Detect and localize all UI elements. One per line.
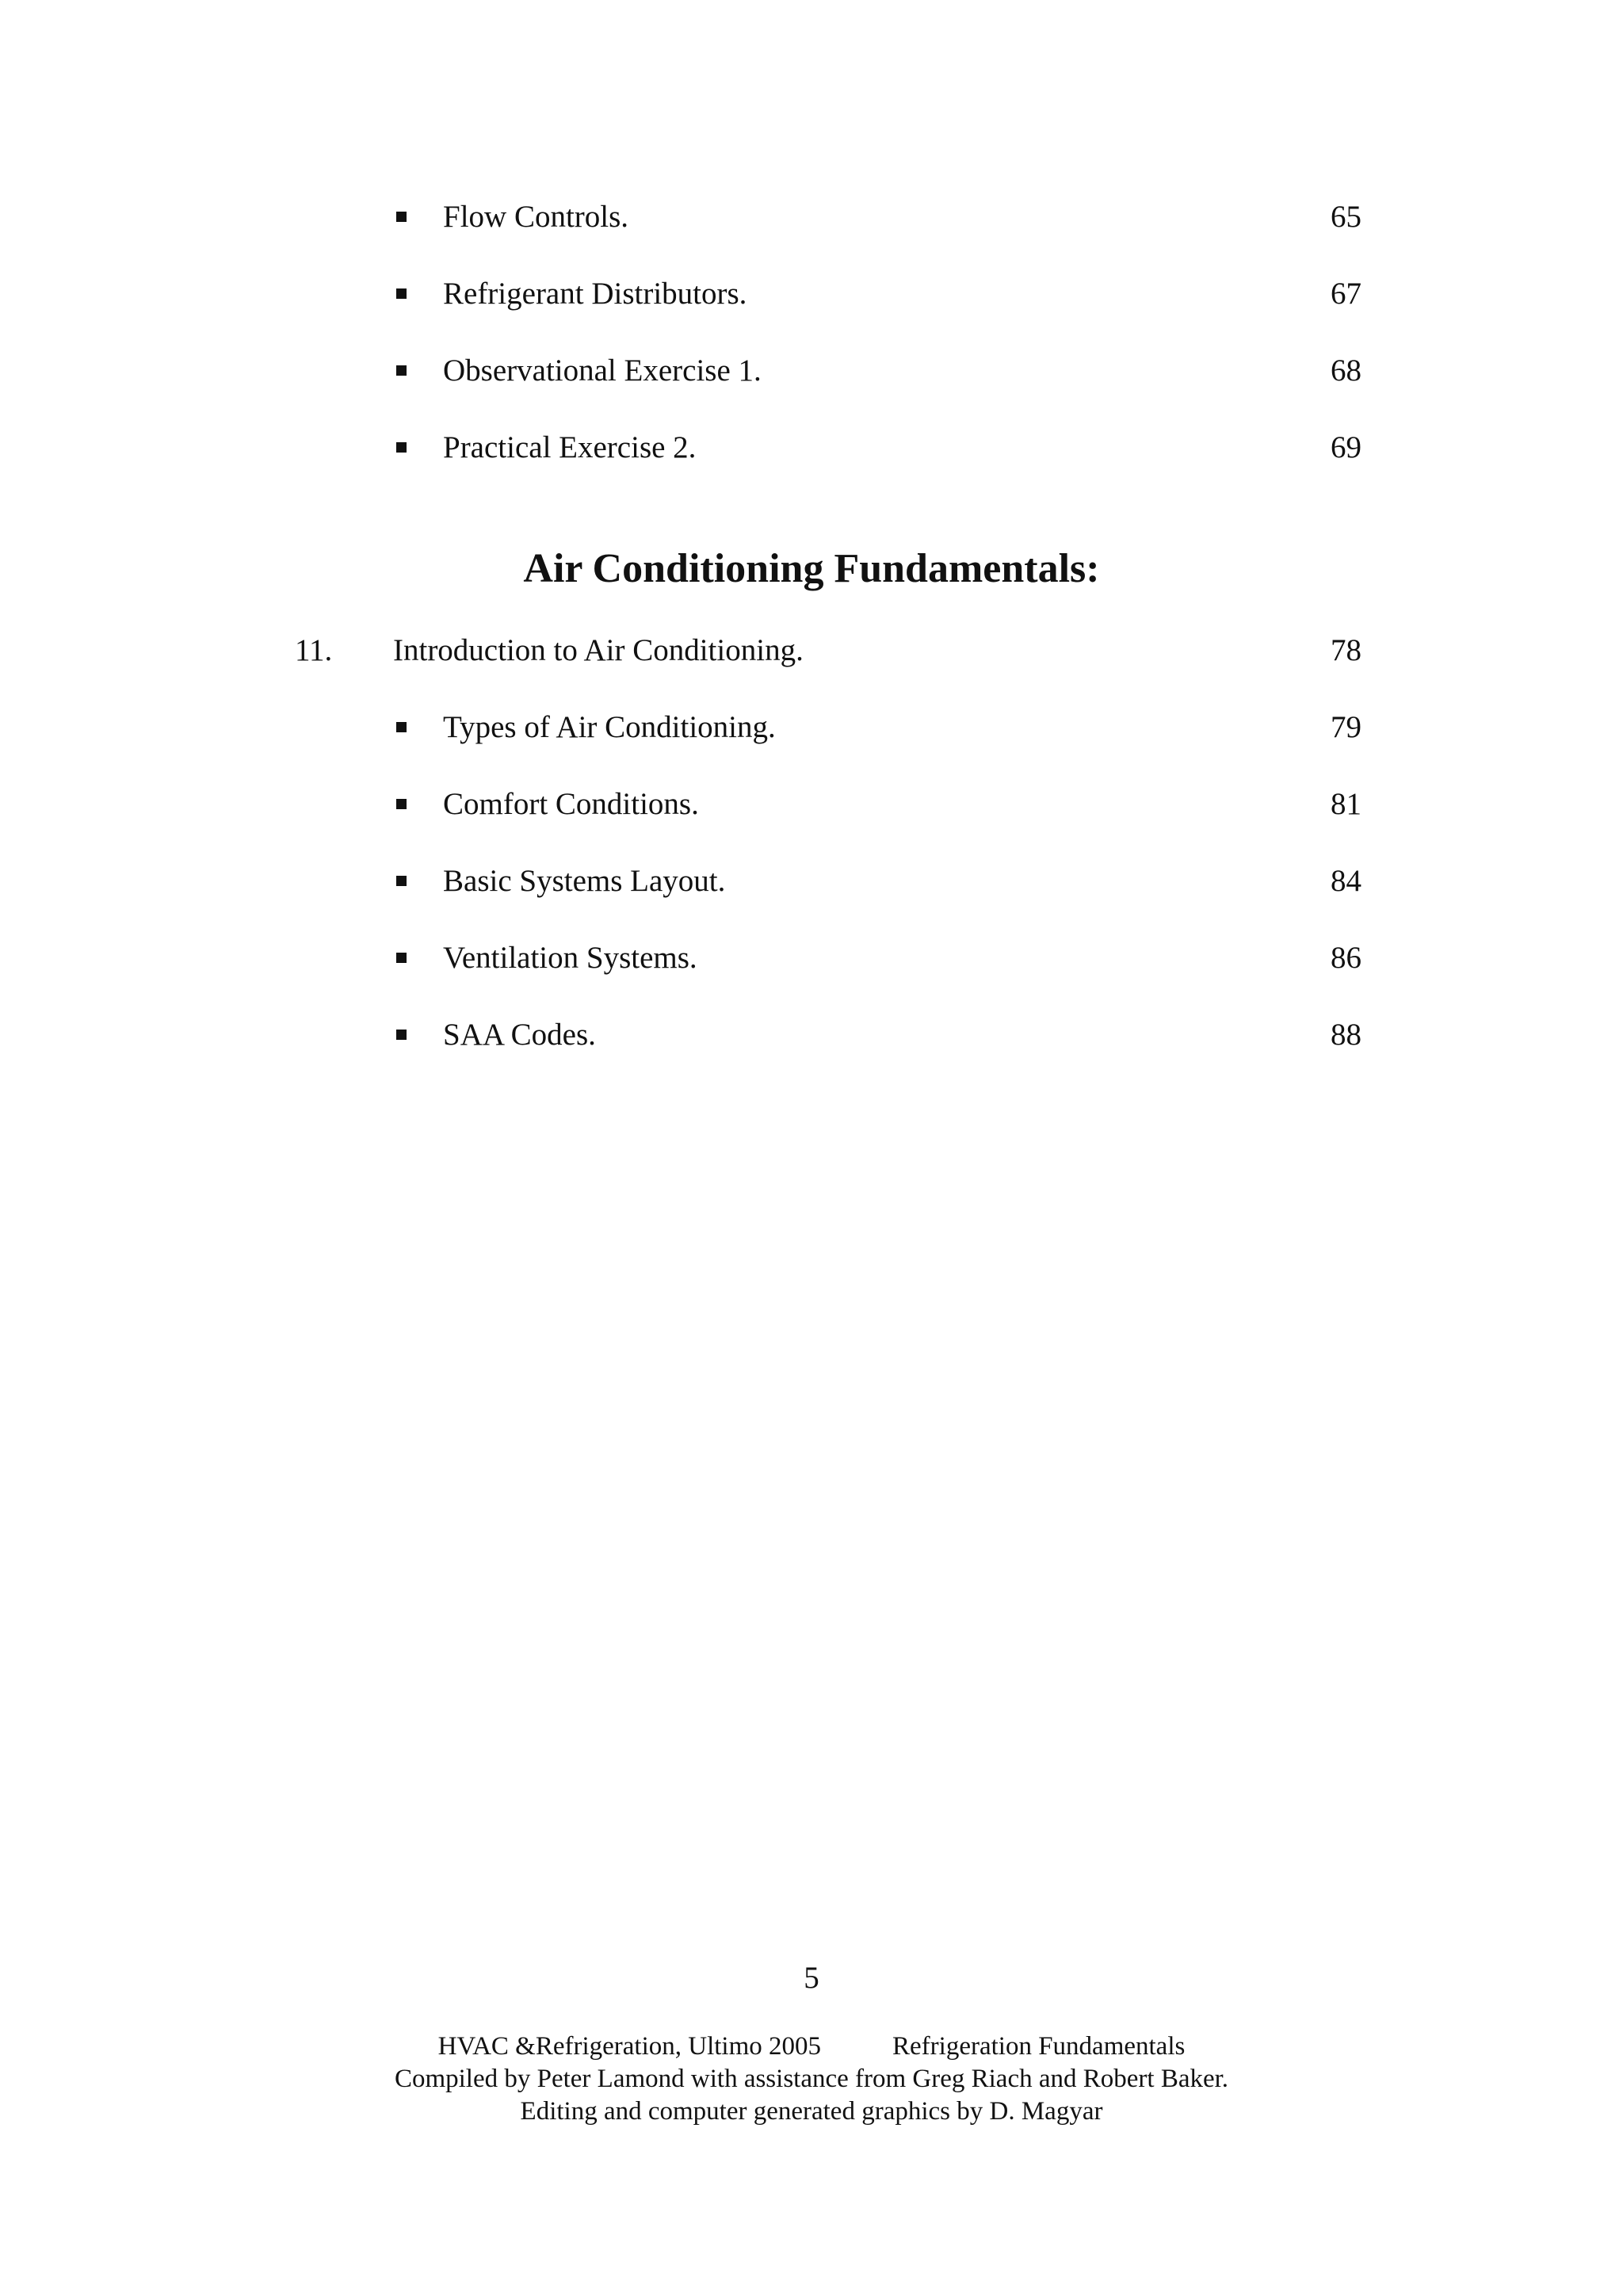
toc-entry-page: 84 <box>1331 864 1361 898</box>
toc-entry-page: 67 <box>1331 277 1361 311</box>
footer-line-1 <box>0 2030 1623 2063</box>
toc-entry-label: Observational Exercise 1. <box>443 353 762 388</box>
toc-entry <box>0 193 1623 241</box>
toc-entry-page: 79 <box>1331 710 1361 744</box>
toc-entry <box>0 704 1623 751</box>
footer-editing: Editing and computer generated graphics by D. Magyar <box>520 2097 1103 2126</box>
toc-entry <box>0 270 1623 318</box>
section-heading: Air Conditioning Fundamentals: <box>523 546 1100 591</box>
toc-entry-label: Basic Systems Layout. <box>443 864 726 898</box>
toc-entry-label: Comfort Conditions. <box>443 787 699 821</box>
chapter-number: 11. <box>295 633 333 667</box>
chapter-label: Introduction to Air Conditioning. <box>393 633 804 667</box>
square-bullet-icon <box>396 799 407 809</box>
toc-entry <box>0 1011 1623 1059</box>
square-bullet-icon <box>396 288 407 299</box>
footer-course: HVAC &Refrigeration, Ultimo 2005 <box>437 2032 822 2061</box>
toc-entry-page: 65 <box>1331 200 1361 234</box>
toc-entry-label: Types of Air Conditioning. <box>443 710 776 744</box>
toc-chapter-entry <box>0 627 1623 674</box>
toc-entry <box>0 424 1623 472</box>
toc-entry <box>0 858 1623 905</box>
footer-module: Refrigeration Fundamentals <box>892 2032 1186 2061</box>
toc-entry-page: 68 <box>1331 353 1361 388</box>
page-number: 5 <box>804 1961 819 1995</box>
toc-entry-page: 81 <box>1331 787 1361 821</box>
square-bullet-icon <box>396 365 407 376</box>
square-bullet-icon <box>396 442 407 453</box>
square-bullet-icon <box>396 722 407 732</box>
toc-entry <box>0 781 1623 828</box>
toc-entry-page: 69 <box>1331 430 1361 464</box>
toc-entry <box>0 934 1623 982</box>
toc-entry-page: 86 <box>1331 941 1361 975</box>
square-bullet-icon <box>396 1030 407 1040</box>
square-bullet-icon <box>396 953 407 963</box>
square-bullet-icon <box>396 212 407 222</box>
toc-entry-label: Practical Exercise 2. <box>443 430 697 464</box>
toc-entry <box>0 347 1623 395</box>
chapter-page: 78 <box>1331 633 1361 667</box>
toc-entry-label: SAA Codes. <box>443 1018 596 1052</box>
toc-entry-label: Ventilation Systems. <box>443 941 697 975</box>
page-footer <box>0 2030 1623 2128</box>
toc-entry-page: 88 <box>1331 1018 1361 1052</box>
footer-credits: Compiled by Peter Lamond with assistance from Greg Riach and Robert Baker. <box>394 2065 1229 2093</box>
toc-entry-label: Flow Controls. <box>443 200 629 234</box>
toc-entry-label: Refrigerant Distributors. <box>443 277 747 311</box>
square-bullet-icon <box>396 876 407 886</box>
